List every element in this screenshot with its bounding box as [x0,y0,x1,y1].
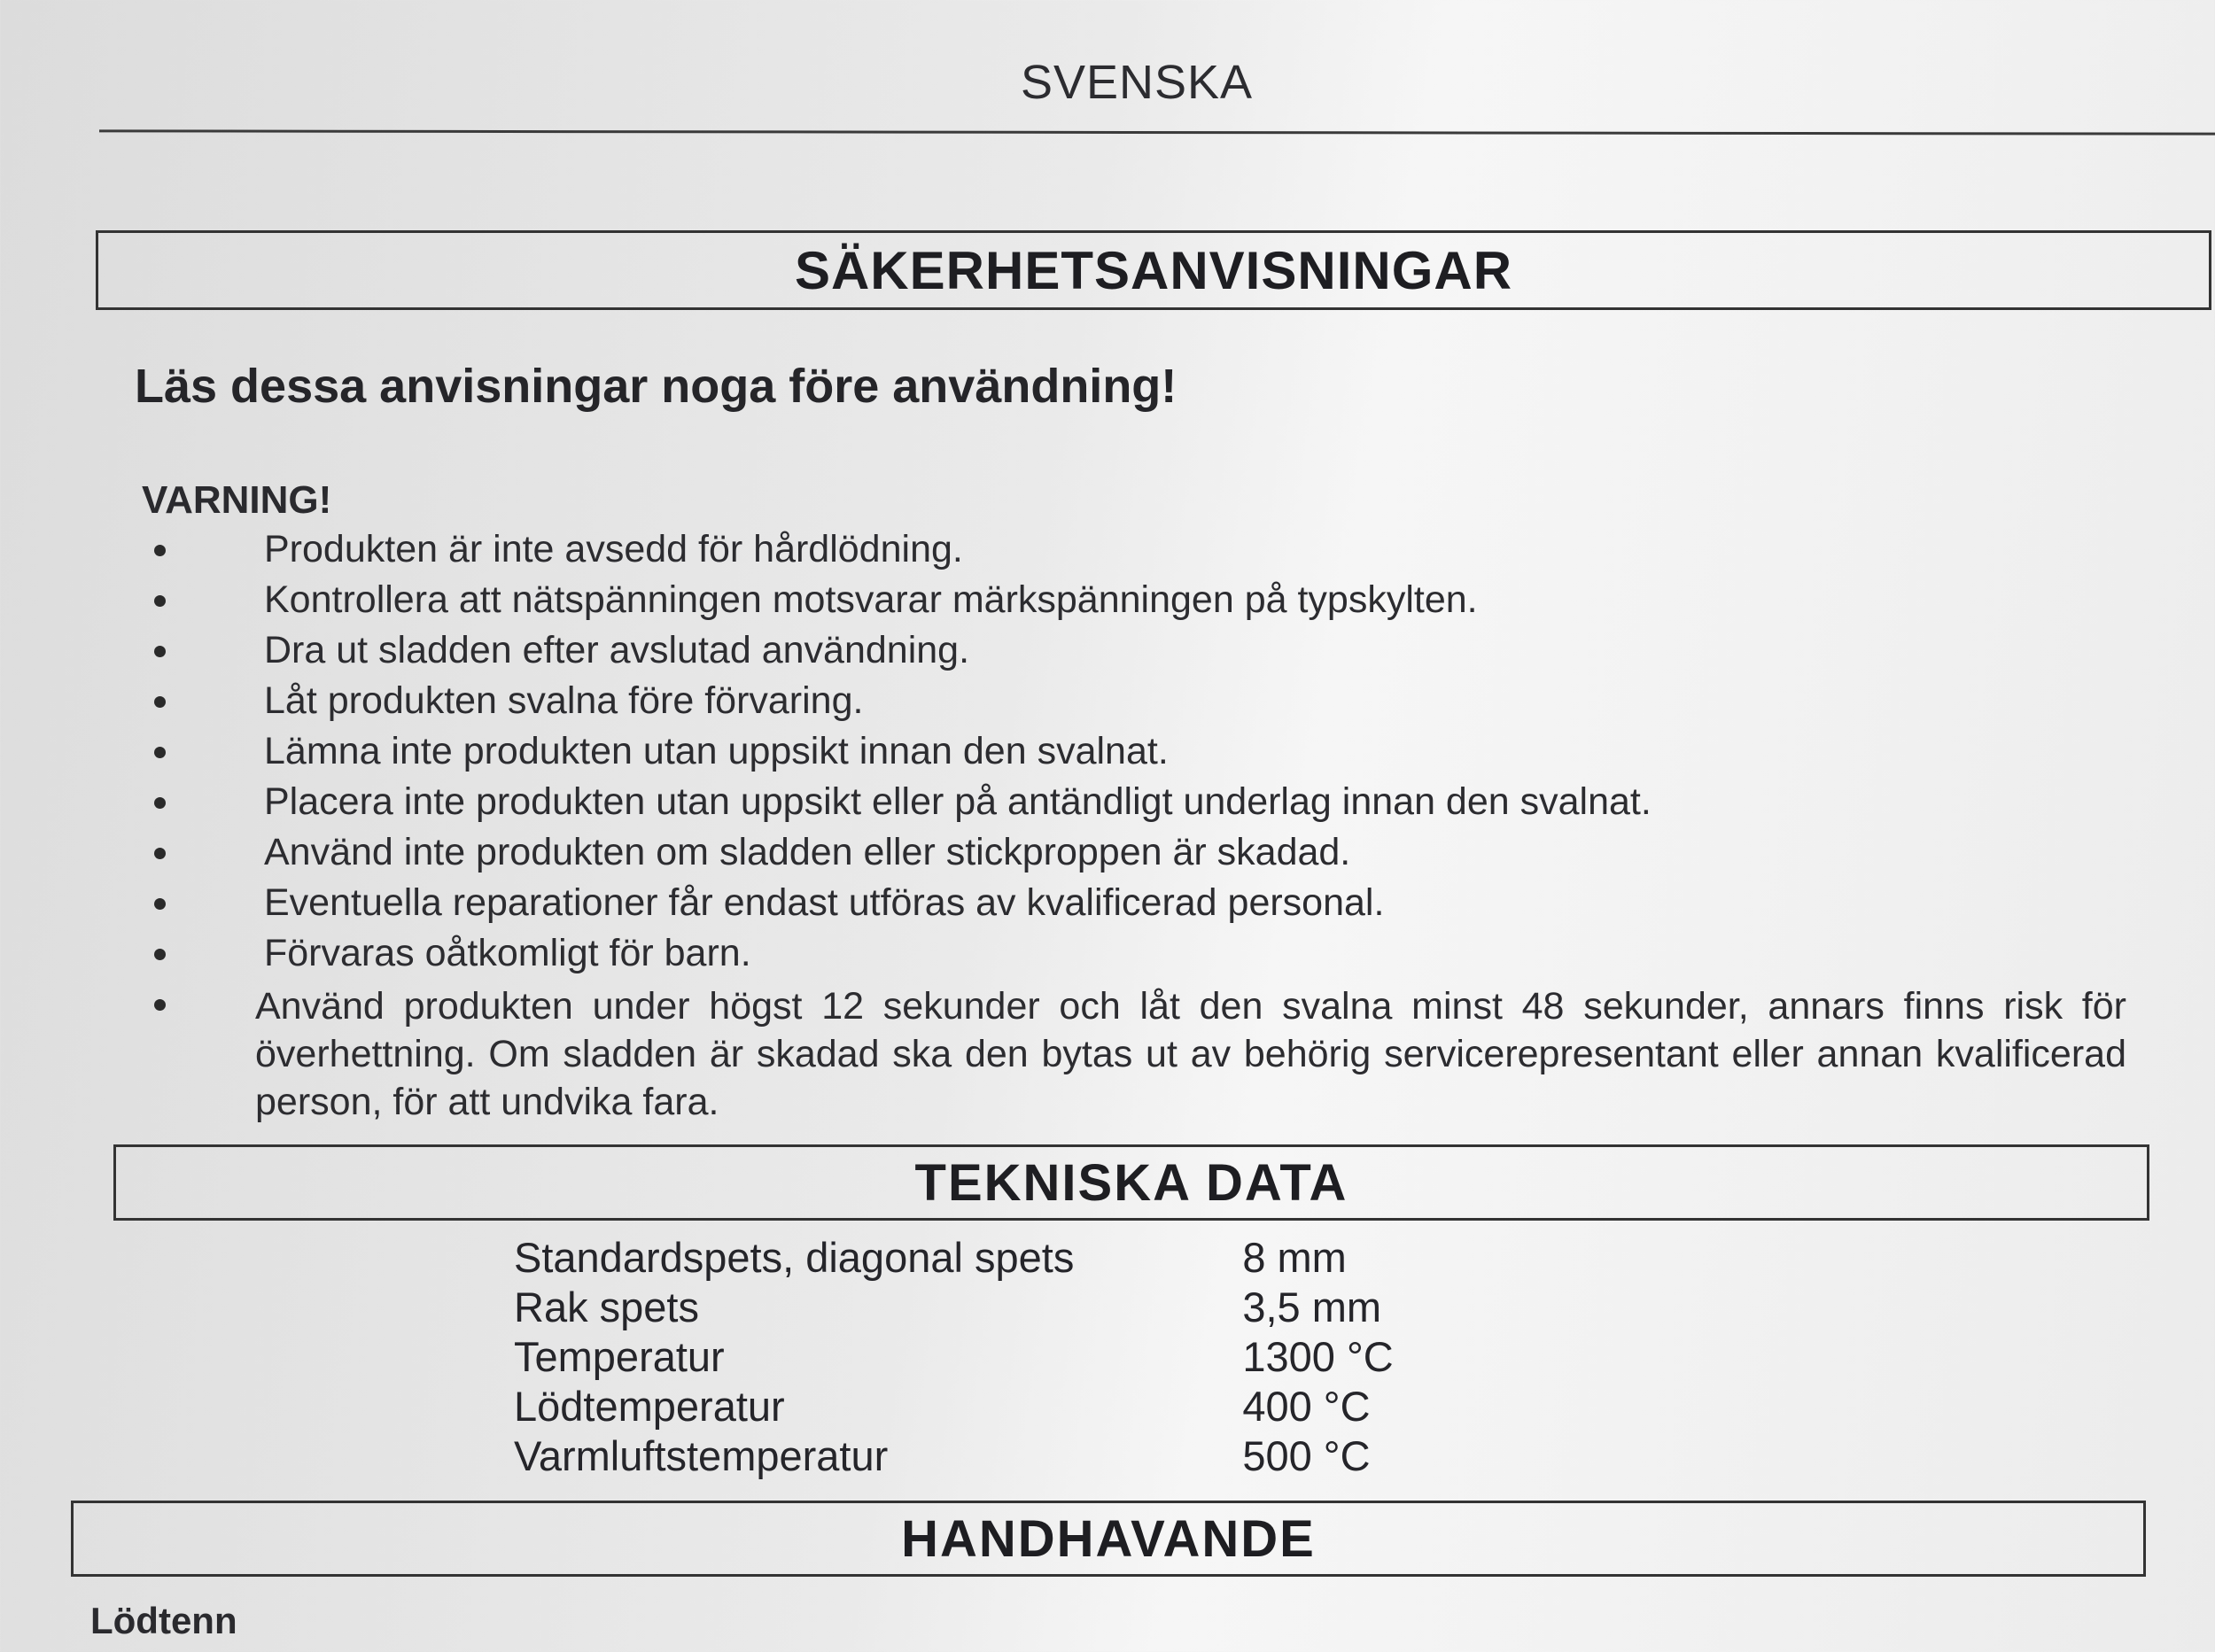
spec-row [514,1431,1394,1481]
spec-label: Temperatur [514,1333,725,1380]
warning-item [151,730,2126,772]
spec-label: Rak spets [514,1284,699,1330]
warning-item [151,629,2126,671]
read-instructions-notice: Läs dessa anvisningar noga före användning! [135,360,1177,413]
spec-value: 500 °C [1242,1432,1371,1479]
warning-item [151,831,2126,873]
warning-item-text: Dra ut sladden efter avslutad användning. [264,629,970,671]
warning-heading: VARNING! [142,478,332,522]
warning-item-text: Använd inte produkten om sladden eller stickproppen är skadad. [264,831,1351,873]
bullet-icon [154,797,166,809]
bullet-icon [154,999,166,1011]
spec-label: Varmluftstemperatur [514,1432,889,1479]
bullet-icon [154,595,166,607]
header-divider [99,129,2215,135]
bullet-icon [154,898,166,910]
warning-item [151,578,2126,621]
spec-value: 8 mm [1242,1234,1347,1281]
language-heading: SVENSKA [1020,56,1254,109]
bullet-icon [154,949,166,960]
warning-item [151,528,2126,570]
warning-item-text: Lämna inte produkten utan uppsikt innan den svalnat. [264,730,1169,772]
warning-item [151,679,2126,722]
safety-section-header [96,230,2211,310]
spec-row [514,1382,1394,1431]
spec-row [514,1283,1394,1332]
spec-value: 3,5 mm [1242,1284,1382,1330]
spec-value: 1300 °C [1242,1333,1394,1380]
spec-row [514,1332,1394,1382]
warning-item-text: Kontrollera att nätspänningen motsvarar märkspänningen på typskylten. [264,578,1478,621]
safety-section-title: SÄKERHETSANVISNINGAR [794,240,1513,300]
warning-item-text: Låt produkten svalna före förvaring. [264,679,864,722]
solder-subheading: Lödtenn [90,1600,237,1641]
warning-item [151,982,2126,1126]
handling-section-header [71,1501,2146,1577]
warning-item [151,932,2126,974]
handling-section-title: HANDHAVANDE [901,1509,1316,1568]
spec-row [514,1233,1394,1283]
warning-item-text: Förvaras oåtkomligt för barn. [264,932,751,974]
warning-list [151,528,2126,1134]
warning-item [151,780,2126,823]
technical-data-title: TEKNISKA DATA [914,1153,1348,1212]
warning-item-text: Eventuella reparationer får endast utföras av kvalificerad personal. [264,881,1385,924]
bullet-icon [154,696,166,708]
spec-label: Lödtemperatur [514,1383,785,1430]
warning-item [151,881,2126,924]
technical-data-table [514,1233,1394,1481]
bullet-icon [154,747,166,758]
bullet-icon [154,646,166,657]
spec-value: 400 °C [1242,1383,1371,1430]
bullet-icon [154,848,166,859]
warning-item-text: Placera inte produkten utan uppsikt eller på antändligt underlag innan den svalnat. [264,780,1652,823]
spec-label: Standardspets, diagonal spets [514,1234,1075,1281]
technical-data-section-header [113,1144,2149,1221]
warning-item-text: Produkten är inte avsedd för hårdlödning. [264,528,963,570]
warning-item-text: Använd produkten under högst 12 sekunder och låt den svalna minst 48 sekunder, annars finns risk för överhettning. Om sladden är skadad ska den bytas ut av behörig servicerepresentant eller annan kvalificerad person, för att undvika fara. [255,985,2126,1123]
bullet-icon [154,545,166,556]
